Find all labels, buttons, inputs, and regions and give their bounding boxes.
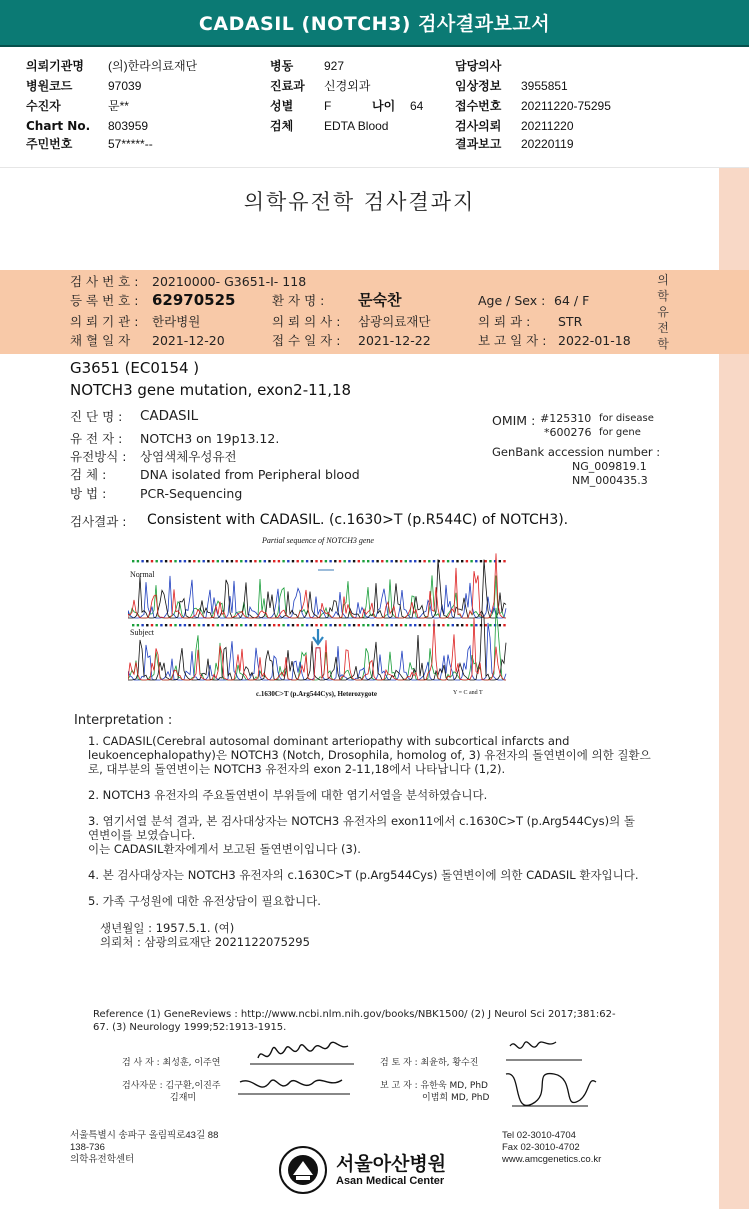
sequence-letters-subject [132, 624, 506, 626]
chromatogram-code: Y = C and T [453, 690, 483, 696]
value-dept: 신경외과 [324, 79, 371, 93]
value-report-date: 20220119 [521, 137, 574, 151]
value-receipt-no: 20211220-75295 [521, 99, 611, 113]
address-line-2: 138-736 [70, 1142, 105, 1153]
genbank-1: NG_009819.1 [572, 460, 647, 473]
chromatogram-figure [128, 536, 508, 704]
label-physician: 담당의사 [455, 59, 502, 73]
chromatogram-caption: c.1630C>T (p.Arg544Cys), Heterozygote [256, 690, 377, 698]
trace-svg [128, 546, 508, 696]
signature-graphic-right [492, 1034, 602, 1126]
label-patient: 수진자 [26, 99, 61, 113]
receive-date: 2021-12-22 [358, 333, 431, 348]
sequence-letters-normal [132, 560, 506, 562]
interp-line-9: 5. 가족 구성원에 대한 유전상담이 필요합니다. [88, 894, 321, 908]
contact-fax: Fax 02-3010-4702 [502, 1142, 580, 1153]
omim-gene: *600276 [544, 426, 592, 439]
result: Consistent with CADASIL. (c.1630>T (p.R544C) of NOTCH3). [147, 512, 569, 528]
address-line-3: 의학유전학센터 [70, 1154, 135, 1165]
label-request-date: 검사의뢰 [455, 119, 502, 133]
reviewer: 검 토 자 : 최윤하, 황수진 [380, 1058, 479, 1068]
label-resident-no: 주민번호 [26, 137, 73, 151]
gene: NOTCH3 on 19p13.12. [140, 431, 280, 446]
omim-gene-note: for gene [599, 427, 641, 438]
label-report-date: 결과보고 [455, 137, 502, 151]
interp-line-5: 3. 염기서열 분석 결과, 본 검사대상자는 NOTCH3 유전자의 exon11에서 c.1630C>T (p.Arg544Cys)의 돌 [88, 814, 635, 828]
dept-label: 의 뢰 과 : [478, 314, 531, 329]
reference-2: 67. (3) Neurology 1999;52:1913-1915. [93, 1022, 287, 1033]
value-hospital-code: 97039 [108, 79, 142, 93]
address-line-1: 서울특별시 송파구 올림픽로43길 88 [70, 1130, 219, 1141]
reg-no: 62970525 [152, 291, 236, 309]
value-ward: 927 [324, 59, 345, 73]
collect-date: 2021-12-20 [152, 333, 225, 348]
value-resident-no: 57*****-- [108, 137, 153, 151]
label-ward: 병동 [270, 59, 294, 73]
contact-web: www.amcgenetics.co.kr [502, 1154, 602, 1165]
label-specimen: 검체 [270, 119, 294, 133]
label-sex: 성별 [270, 99, 294, 113]
omim-disease: #125310 [540, 412, 592, 425]
reference-1: Reference (1) GeneReviews : http://www.ncbi.nlm.nih.gov/books/NBK1500/ (2) J Neurol Sci 2017;381:62- [93, 1009, 616, 1020]
diagnosis-label: 진 단 명 : [70, 409, 123, 424]
doctor-label: 의 뢰 의 사 : [272, 314, 341, 329]
label-org: 의뢰기관명 [26, 59, 84, 73]
label-clinical: 임상정보 [455, 79, 502, 93]
specimen-label: 검 체 : [70, 467, 107, 482]
chromatogram-title: Partial sequence of NOTCH3 gene [262, 536, 374, 545]
report-title: CADASIL (NOTCH3) 검사결과보고서 [0, 0, 749, 47]
test-name: NOTCH3 gene mutation, exon2-11,18 [70, 381, 352, 399]
patient-name: 문숙찬 [358, 291, 402, 309]
omim-label: OMIM : [492, 413, 536, 428]
sheet-title: 의학유전학 검사결과지 [243, 190, 476, 214]
requester: 의뢰처 : 삼광의료재단 2021122075295 [100, 935, 310, 949]
page-cut [0, 156, 749, 168]
org-label: 의 뢰 기 관 : [70, 314, 139, 329]
reg-no-label: 등 록 번 호 : [70, 293, 139, 308]
test-code: G3651 (EC0154 ) [70, 359, 200, 377]
value-request-date: 20211220 [521, 119, 574, 133]
label-receipt-no: 접수번호 [455, 99, 502, 113]
side-label: 의 학 유 전 학 [657, 273, 669, 351]
reporter-2: 이범희 MD, PhD [422, 1093, 490, 1103]
advisor: 검사자문 : 김구환,이진주 [122, 1081, 221, 1091]
receive-label: 접 수 일 자 : [272, 333, 341, 348]
header-col1 [26, 56, 256, 156]
label-hospital-code: 병원코드 [26, 79, 73, 93]
interp-line-3: 로, 대부분의 돌연변이는 NOTCH3 유전자의 exon 2-11,18에서 나타납니다 (1,2). [88, 762, 506, 776]
test-no-label: 검 사 번 호 : [70, 274, 139, 289]
interp-line-4: 2. NOTCH3 유전자의 주요돌연변이 부위들에 대한 염기서열을 분석하였습니다. [88, 788, 488, 802]
age-sex: 64 / F [554, 293, 590, 308]
gene-label: 유 전 자 : [70, 431, 123, 446]
omim-disease-note: for disease [599, 413, 654, 424]
interp-line-6: 연변이를 보였습니다. [88, 828, 196, 842]
test-no: 20210000- G3651-I- 118 [152, 274, 307, 289]
interp-line-7: 이는 CADASIL환자에게서 보고된 돌연변이입니다 (3). [88, 842, 361, 856]
interp-line-2: leukoencephalopathy)은 NOTCH3 (Notch, Drosophila, homolog of, 3) 유전자의 돌연변이에 의한 질환으 [88, 748, 651, 762]
asan-foundation-seal-icon [278, 1145, 328, 1195]
label-chart-no: Chart No. [26, 119, 91, 133]
interpretation-title: Interpretation : [74, 713, 173, 728]
reporter: 보 고 자 : 유한욱 MD, PhD [380, 1081, 488, 1091]
header-col3 [455, 56, 715, 156]
diagnosis: CADASIL [140, 408, 199, 424]
header-col2 [270, 56, 450, 156]
signature-graphic-left [230, 1036, 360, 1106]
inheritance-label: 유전방식 : [70, 449, 127, 464]
subject-label: Subject [130, 628, 154, 637]
advisor-2: 김재미 [170, 1093, 197, 1103]
result-label: 검사결과 : [70, 514, 127, 529]
value-chart-no: 803959 [108, 119, 149, 133]
method-label: 방 법 : [70, 486, 107, 501]
method: PCR-Sequencing [140, 486, 243, 501]
value-clinical: 3955851 [521, 79, 568, 93]
age-sex-label: Age / Sex : [478, 293, 546, 308]
value-specimen: EDTA Blood [324, 119, 389, 133]
contact-tel: Tel 02-3010-4704 [502, 1130, 576, 1141]
name-label: 환 자 명 : [272, 293, 325, 308]
value-age: 64 [410, 99, 424, 113]
genbank-2: NM_000435.3 [572, 474, 648, 487]
doctor: 삼광의료재단 [358, 314, 431, 329]
report-label: 보 고 일 자 : [478, 333, 547, 348]
label-dept: 진료과 [270, 79, 305, 93]
collect-label: 채 혈 일 자 [70, 333, 131, 348]
tester: 검 사 자 : 최성훈, 이주연 [122, 1058, 221, 1068]
normal-trace [128, 553, 506, 618]
hospital-name-kr: 서울아산병원 [336, 1153, 447, 1175]
value-org: (의)한라의료재단 [108, 59, 198, 73]
org: 한라병원 [152, 314, 201, 329]
dept: STR [558, 314, 583, 329]
hospital-name-en: Asan Medical Center [336, 1175, 445, 1187]
label-age: 나이 [372, 99, 396, 113]
interp-line-8: 4. 본 검사대상자는 NOTCH3 유전자의 c.1630C>T (p.Arg544Cys) 돌연변이에 의한 CADASIL 환자입니다. [88, 868, 639, 882]
normal-label: Normal [130, 570, 155, 579]
value-sex: F [324, 99, 332, 113]
specimen: DNA isolated from Peripheral blood [140, 467, 360, 482]
mutation-arrow-icon [313, 629, 323, 644]
value-patient: 문** [108, 99, 129, 113]
genbank-label: GenBank accession number : [492, 445, 661, 459]
birth-date: 생년월일 : 1957.5.1. (여) [100, 921, 235, 935]
report-date: 2022-01-18 [558, 333, 631, 348]
hospital-logo [278, 1145, 478, 1197]
inheritance: 상염색체우성유전 [140, 449, 237, 464]
interp-line-1: 1. CADASIL(Cerebral autosomal dominant arteriopathy with subcortical infarcts and [88, 734, 570, 748]
